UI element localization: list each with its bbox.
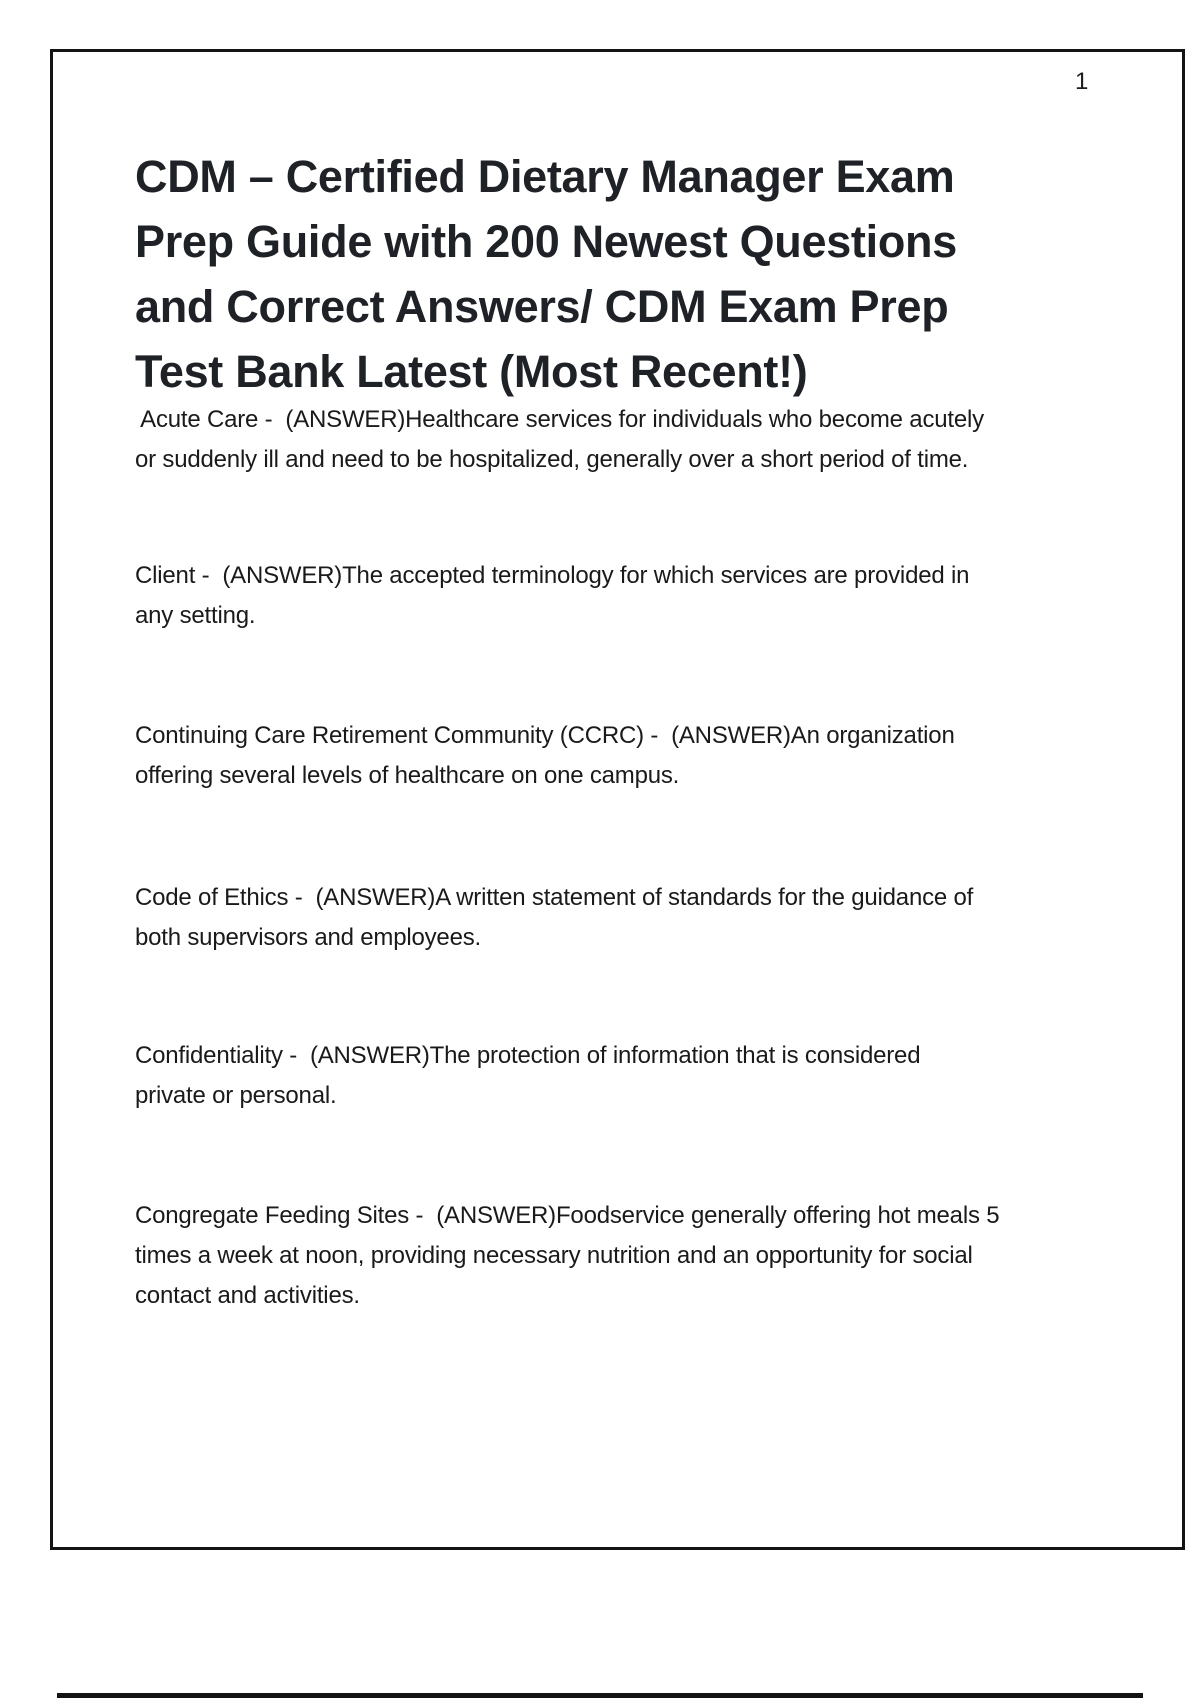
page-frame — [50, 49, 1185, 1550]
qa-entry-line: any setting. — [135, 602, 256, 629]
document-title-line: CDM – Certified Dietary Manager Exam — [135, 151, 955, 202]
qa-entry-line: offering several levels of healthcare on one campus. — [135, 762, 680, 789]
qa-entry-line: private or personal. — [135, 1082, 337, 1109]
qa-entry-code-of-ethics — [135, 878, 973, 958]
qa-entry-confidentiality — [135, 1036, 920, 1116]
document-title — [135, 144, 957, 404]
qa-entry-line: Confidentiality - (ANSWER)The protection of information that is considered — [135, 1042, 921, 1069]
qa-entry-client — [135, 556, 969, 636]
qa-entry-ccrc — [135, 716, 955, 796]
qa-entry-line: both supervisors and employees. — [135, 924, 481, 951]
qa-entry-line: Code of Ethics - (ANSWER)A written statement of standards for the guidance of — [135, 884, 974, 911]
document-title-line: and Correct Answers/ CDM Exam Prep — [135, 281, 949, 332]
qa-entry-line: or suddenly ill and need to be hospitalized, generally over a short period of time. — [135, 446, 969, 473]
qa-entry-line: Congregate Feeding Sites - (ANSWER)Foodservice generally offering hot meals 5 — [135, 1202, 1000, 1229]
qa-entry-line: Client - (ANSWER)The accepted terminology for which services are provided in — [135, 562, 970, 589]
qa-entry-line: times a week at noon, providing necessary nutrition and an opportunity for social — [135, 1242, 973, 1269]
qa-entry-congregate-feeding-sites — [135, 1196, 999, 1316]
qa-entry-line: Acute Care - (ANSWER)Healthcare services for individuals who become acutely — [135, 406, 984, 433]
page-number: 1 — [1075, 68, 1089, 95]
document-title-line: Test Bank Latest (Most Recent!) — [135, 346, 808, 397]
next-page-top-border — [57, 1693, 1143, 1698]
document-title-line: Prep Guide with 200 Newest Questions — [135, 216, 957, 267]
qa-entry-line: Continuing Care Retirement Community (CCRC) - (ANSWER)An organization — [135, 722, 955, 749]
qa-entry-line: contact and activities. — [135, 1282, 360, 1309]
qa-entry-acute-care — [135, 400, 984, 480]
